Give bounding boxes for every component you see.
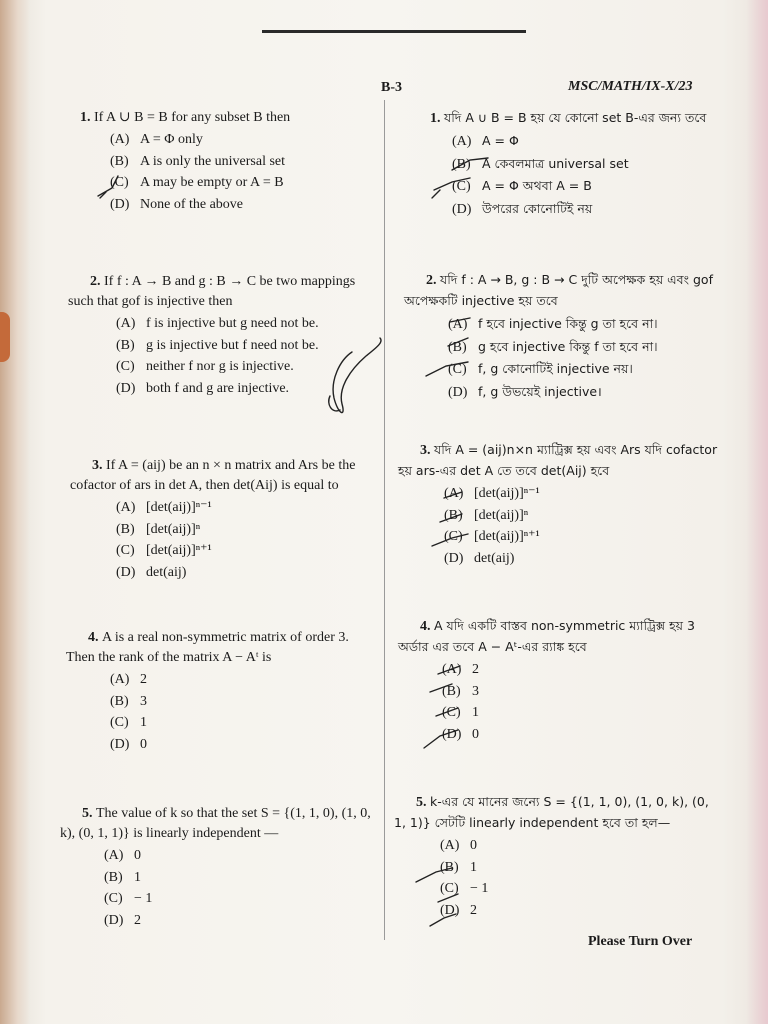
- option-b: (B) g is injective but f need not be.: [116, 337, 319, 353]
- booklet-code: B-3: [381, 80, 402, 95]
- option-c: (C) f, g কোনোটিই injective নয়।: [448, 361, 633, 377]
- question-bn-4: [398, 616, 708, 745]
- option-d: (D) 2: [104, 912, 141, 928]
- question-stem: The value of k so that the set S = {(1, 1, 0), (1, 0, k), (0, 1, 1)} is linearly independent —: [60, 806, 371, 841]
- question-stem: যদি f : A → B, g : B → C দুটি অপেক্ষক হয় এবং gof অপেক্ষকটি injective হয় তবে: [404, 272, 713, 308]
- question-en-2: [68, 272, 378, 399]
- option-a: (A) A = Φ: [452, 133, 519, 149]
- option-d: (D) 2: [440, 902, 477, 918]
- question-number: 2.: [90, 274, 101, 289]
- question-en-3: [70, 456, 370, 583]
- question-stem: A যদি একটি বাস্তব non-symmetric ম্যাট্রিক্স হয় 3 অর্ডার এর তবে A − Aᵗ-এর র‍্যাঙ্ক হবে: [398, 618, 695, 654]
- question-stem: If A ∪ B = B for any subset B then: [94, 110, 291, 125]
- option-a: (A) 2: [110, 672, 147, 687]
- question-stem: যদি A ∪ B = B হয় যে কোনো set B-এর জন্য তবে: [444, 110, 707, 125]
- question-stem: k-এর যে মানের জন্যে S = {(1, 1, 0), (1, 0, k), (0, 1, 1)} সেটটি linearly independent হবে তা হল—: [394, 794, 709, 830]
- question-stem: If f : A → B and g : B → C be two mappings such that gof is injective then: [68, 274, 356, 309]
- option-d: (D) 0: [442, 726, 479, 742]
- question-number: 4.: [420, 619, 431, 634]
- question-number: 3.: [420, 443, 431, 458]
- option-a: (A) [det(aij)]ⁿ⁻¹: [116, 500, 212, 515]
- question-number: 1.: [80, 110, 91, 125]
- option-c: (C) A = Φ অথবা A = B: [452, 178, 592, 194]
- option-d: (D) উপরের কোনোটিই নয়: [452, 200, 593, 217]
- option-a: (A) 2: [442, 662, 479, 677]
- question-number: 4.: [88, 630, 99, 645]
- question-number: 5.: [416, 795, 427, 810]
- option-d: (D) None of the above: [110, 196, 244, 212]
- question-bn-5: [394, 792, 714, 921]
- option-b: (B) 1: [440, 859, 477, 875]
- binder-tab: [0, 312, 10, 362]
- option-b: (B) g হবে injective কিন্তু f তা হবে না।: [448, 338, 658, 355]
- option-b: (B) A কেবলমাত্র universal set: [452, 155, 629, 172]
- option-a: (A) A = Φ only: [110, 132, 203, 147]
- page-footer: Please Turn Over: [588, 934, 693, 949]
- option-c: (C) A may be empty or A = B: [110, 175, 284, 190]
- question-number: 3.: [92, 458, 103, 473]
- option-c: (C) 1: [110, 715, 147, 730]
- page-edge-left: [0, 0, 30, 1024]
- option-c: (C) [det(aij)]ⁿ⁺¹: [116, 543, 212, 558]
- option-c: (C) [det(aij)]ⁿ⁺¹: [444, 529, 540, 544]
- option-b: (B) A is only the universal set: [110, 153, 286, 169]
- option-d: (D) f, g উভয়েই injective।: [448, 383, 602, 400]
- option-c: (C) − 1: [104, 891, 153, 906]
- column-divider: [384, 100, 385, 940]
- question-en-1: [80, 108, 370, 215]
- option-c: (C) − 1: [440, 881, 489, 896]
- question-bn-1: [430, 108, 730, 220]
- option-a: (A) f is injective but g need not be.: [116, 316, 319, 331]
- top-rule: [262, 30, 526, 33]
- question-en-5: [60, 804, 380, 931]
- option-d: (D) 0: [110, 736, 147, 752]
- question-number: 2.: [426, 273, 437, 288]
- option-b: (B) 3: [442, 683, 479, 699]
- question-stem: A is a real non-symmetric matrix of order 3. Then the rank of the matrix A − Aᵗ is: [66, 630, 349, 665]
- option-a: (A) 0: [440, 838, 477, 853]
- question-en-4: [66, 628, 376, 755]
- question-stem: If A = (aij) be an n × n matrix and Ars be the cofactor of ars in det A, then det(Aij) is equal to: [70, 458, 356, 493]
- option-b: (B) [det(aij)]ⁿ: [116, 521, 201, 537]
- option-d: (D) det(aij): [116, 564, 187, 580]
- option-d: (D) both f and g are injective.: [116, 380, 290, 396]
- option-b: (B) [det(aij)]ⁿ: [444, 507, 529, 523]
- option-c: (C) neither f nor g is injective.: [116, 359, 294, 374]
- paper-reference: MSC/MATH/IX-X/23: [568, 79, 693, 94]
- page-edge-right: [746, 0, 768, 1024]
- option-b: (B) 3: [110, 693, 147, 709]
- option-d: (D) det(aij): [444, 550, 515, 566]
- option-a: (A) f হবে injective কিন্তু g তা হবে না।: [448, 316, 658, 332]
- question-number: 1.: [430, 111, 441, 126]
- question-number: 5.: [82, 806, 93, 821]
- option-a: (A) [det(aij)]ⁿ⁻¹: [444, 486, 540, 501]
- question-bn-2: [404, 270, 714, 403]
- question-bn-3: [398, 440, 718, 569]
- option-b: (B) 1: [104, 869, 141, 885]
- option-a: (A) 0: [104, 848, 141, 863]
- question-stem: যদি A = (aij)n×n ম্যাট্রিক্স হয় এবং Ars যদি cofactor হয় ars-এর det A তে তবে det(Aij) হবে: [398, 442, 718, 478]
- option-c: (C) 1: [442, 705, 479, 720]
